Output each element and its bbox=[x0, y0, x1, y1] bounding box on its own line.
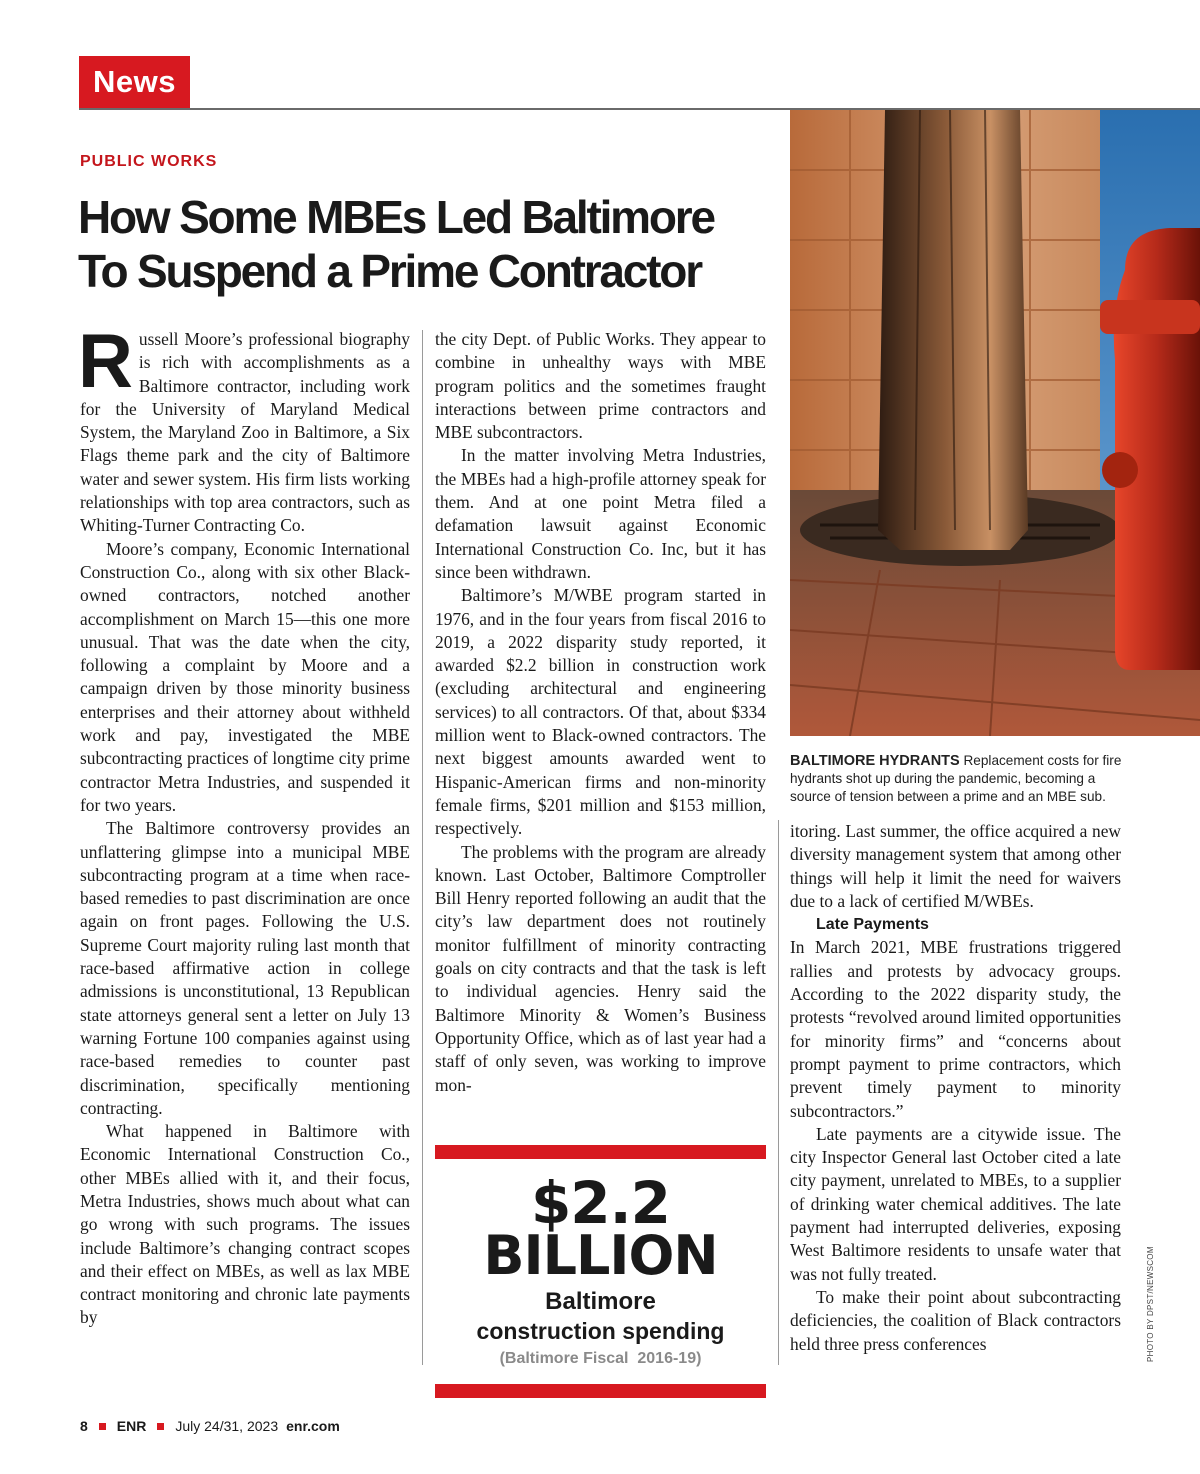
column-divider bbox=[778, 820, 779, 1365]
column-divider bbox=[422, 330, 423, 1365]
hydrant-photo bbox=[790, 110, 1200, 736]
stat-note: (Baltimore Fiscal 2016-19) bbox=[499, 1350, 702, 1367]
caption-text: Replacement costs for fire hydrants shot up during the pandemic, becoming a source of tension between a prime and an MBE sub. bbox=[790, 753, 1122, 804]
article-paragraph: the city Dept. of Public Works. They appear to combine in unhealthy ways with MBE program politics and the sometimes fraught interactions between prime contractors and MBE subcontractors. bbox=[435, 329, 766, 443]
stat-label-line-2: construction spending bbox=[476, 1318, 725, 1344]
stat-unit: BILLION bbox=[483, 1224, 718, 1287]
page-number: 8 bbox=[80, 1418, 88, 1434]
stat-value: $2.2 bbox=[530, 1169, 671, 1237]
photo-caption bbox=[790, 752, 1130, 806]
headline-line-2: To Suspend a Prime Contractor bbox=[78, 245, 701, 297]
issue-date: July 24/31, 2023 bbox=[175, 1418, 279, 1434]
drop-cap: R bbox=[78, 319, 133, 404]
separator-square-icon bbox=[157, 1423, 164, 1430]
article-paragraph: Moore’s company, Economic International Construction Co., along with six other Black-owned contractors, notched another accomplishment on March 15—this one more unusual. That was the date when the city, following a complaint by Moore and a campaign driven by those minority business enterprises and their attorney about withheld work and pay, investigated the MBE subcontracting practices of longtime city prime contractor Metra Industries, and suspended it for two years. bbox=[80, 538, 410, 815]
article-paragraph: The problems with the program are already known. Last October, Baltimore Comptroller Bill Henry reported following an audit that the city’s law department does not routinely monitor fulfillment of minority contracting goals on city contracts and that the task is left to individual agencies. Henry said the Baltimore Minority & Women’s Business Opportunity Office, which as of last year had a staff of only seven, was working to improve mon- bbox=[435, 841, 766, 1095]
photo-credit: PHOTO BY DPST/NEWSCOM bbox=[1146, 1246, 1155, 1362]
section-tab: News bbox=[79, 56, 190, 108]
caption-heading: BALTIMORE HYDRANTS bbox=[790, 753, 960, 769]
stat-bar-bottom bbox=[435, 1384, 766, 1398]
article-paragraph: Baltimore’s M/WBE program started in 1976, and in the four years from fiscal 2016 to 2019, a 2022 disparity study reported, it awarded $2.2 billion in construction work (excluding architectural and engineering services) to all contractors. Of that, about $334 million went to Black-owned contractors. The next biggest amounts awarded went to Hispanic-American firms and non-minority female firms, $201 million and $153 million, respectively. bbox=[435, 585, 766, 839]
separator-square-icon bbox=[99, 1423, 106, 1430]
article-paragraph: To make their point about subcontracting deficiencies, the coalition of Black contractors held three press conferences bbox=[790, 1286, 1121, 1354]
article-paragraph: What happened in Baltimore with Economic International Construction Co., other MBEs allied with it, and their focus, Metra Industries, shows much about what can go wrong with such programs. The issues include Baltimore’s changing contract scopes and their effect on MBEs, as well as lax MBE contract monitoring and chronic late payments by bbox=[80, 1121, 410, 1328]
article-paragraph: In March 2021, MBE frustrations triggered rallies and protests by advocacy groups. According to the 2022 disparity study, the protests “revolved around limited opportunities for minority firms” and “concerns about prompt payment to prime contractors, which prevent timely payment to minority subcontractors.” bbox=[790, 937, 1121, 1121]
article-paragraph: In the matter involving Metra Industries, the MBEs had a high-profile attorney speak for them. And at one point Metra filed a defamation lawsuit against Economic International Construction Co. Inc, but it has since been withdrawn. bbox=[435, 445, 766, 582]
headline-line-1: How Some MBEs Led Baltimore bbox=[78, 191, 714, 243]
paragraph-text: ussell Moore’s professional biography is rich with accomplishments as a Baltimore contractor, including work for the University of Maryland Medical System, the Maryland Zoo in Baltimore, a Six Flags theme park and the city of Baltimore water and sewer system. His firm lists working relationships with top area contractors, such as Whiting-Turner Contracting Co. bbox=[80, 329, 410, 536]
stat-bar-top bbox=[435, 1145, 766, 1159]
headline bbox=[78, 190, 778, 298]
kicker: PUBLIC WORKS bbox=[80, 153, 218, 170]
page-footer bbox=[80, 1418, 340, 1434]
article-paragraph bbox=[78, 319, 410, 538]
subhead: Late Payments bbox=[816, 916, 929, 934]
article-column-1 bbox=[78, 319, 410, 1330]
magazine-brand: ENR bbox=[116, 1418, 147, 1434]
article-paragraph: itoring. Last summer, the office acquired a new diversity management system that among other things will help it limit the need for waivers due to a lack of certified M/WBEs. bbox=[790, 821, 1121, 911]
hydrant-photo-illustration bbox=[790, 110, 1200, 736]
site-link[interactable]: enr.com bbox=[286, 1418, 340, 1434]
article-column-3 bbox=[790, 820, 1121, 1356]
article-paragraph: The Baltimore controversy provides an unflattering glimpse into a municipal MBE subcontracting program at a time when race-based remedies to past discrimination are once again on front pages. Following the U.S. Supreme Court majority ruling last month that race-based affirmative action in college admissions is unconstitutional, 13 Republican state attorneys general sent a letter on July 13 warning Fortune 100 companies against using race-based remedies to counter past discrimination, specifically mentioning contracting. bbox=[80, 818, 410, 1118]
article-paragraph: Late payments are a citywide issue. The city Inspector General last October cited a late city payment, unrelated to MBEs, to a supplier of drinking water chemical additives. The late payment had interrupted deliveries, exposing West Baltimore residents to unsafe water that was not fully treated. bbox=[790, 1123, 1121, 1284]
article-column-2 bbox=[435, 328, 766, 1097]
stat-label-line-1: Baltimore bbox=[545, 1288, 656, 1315]
